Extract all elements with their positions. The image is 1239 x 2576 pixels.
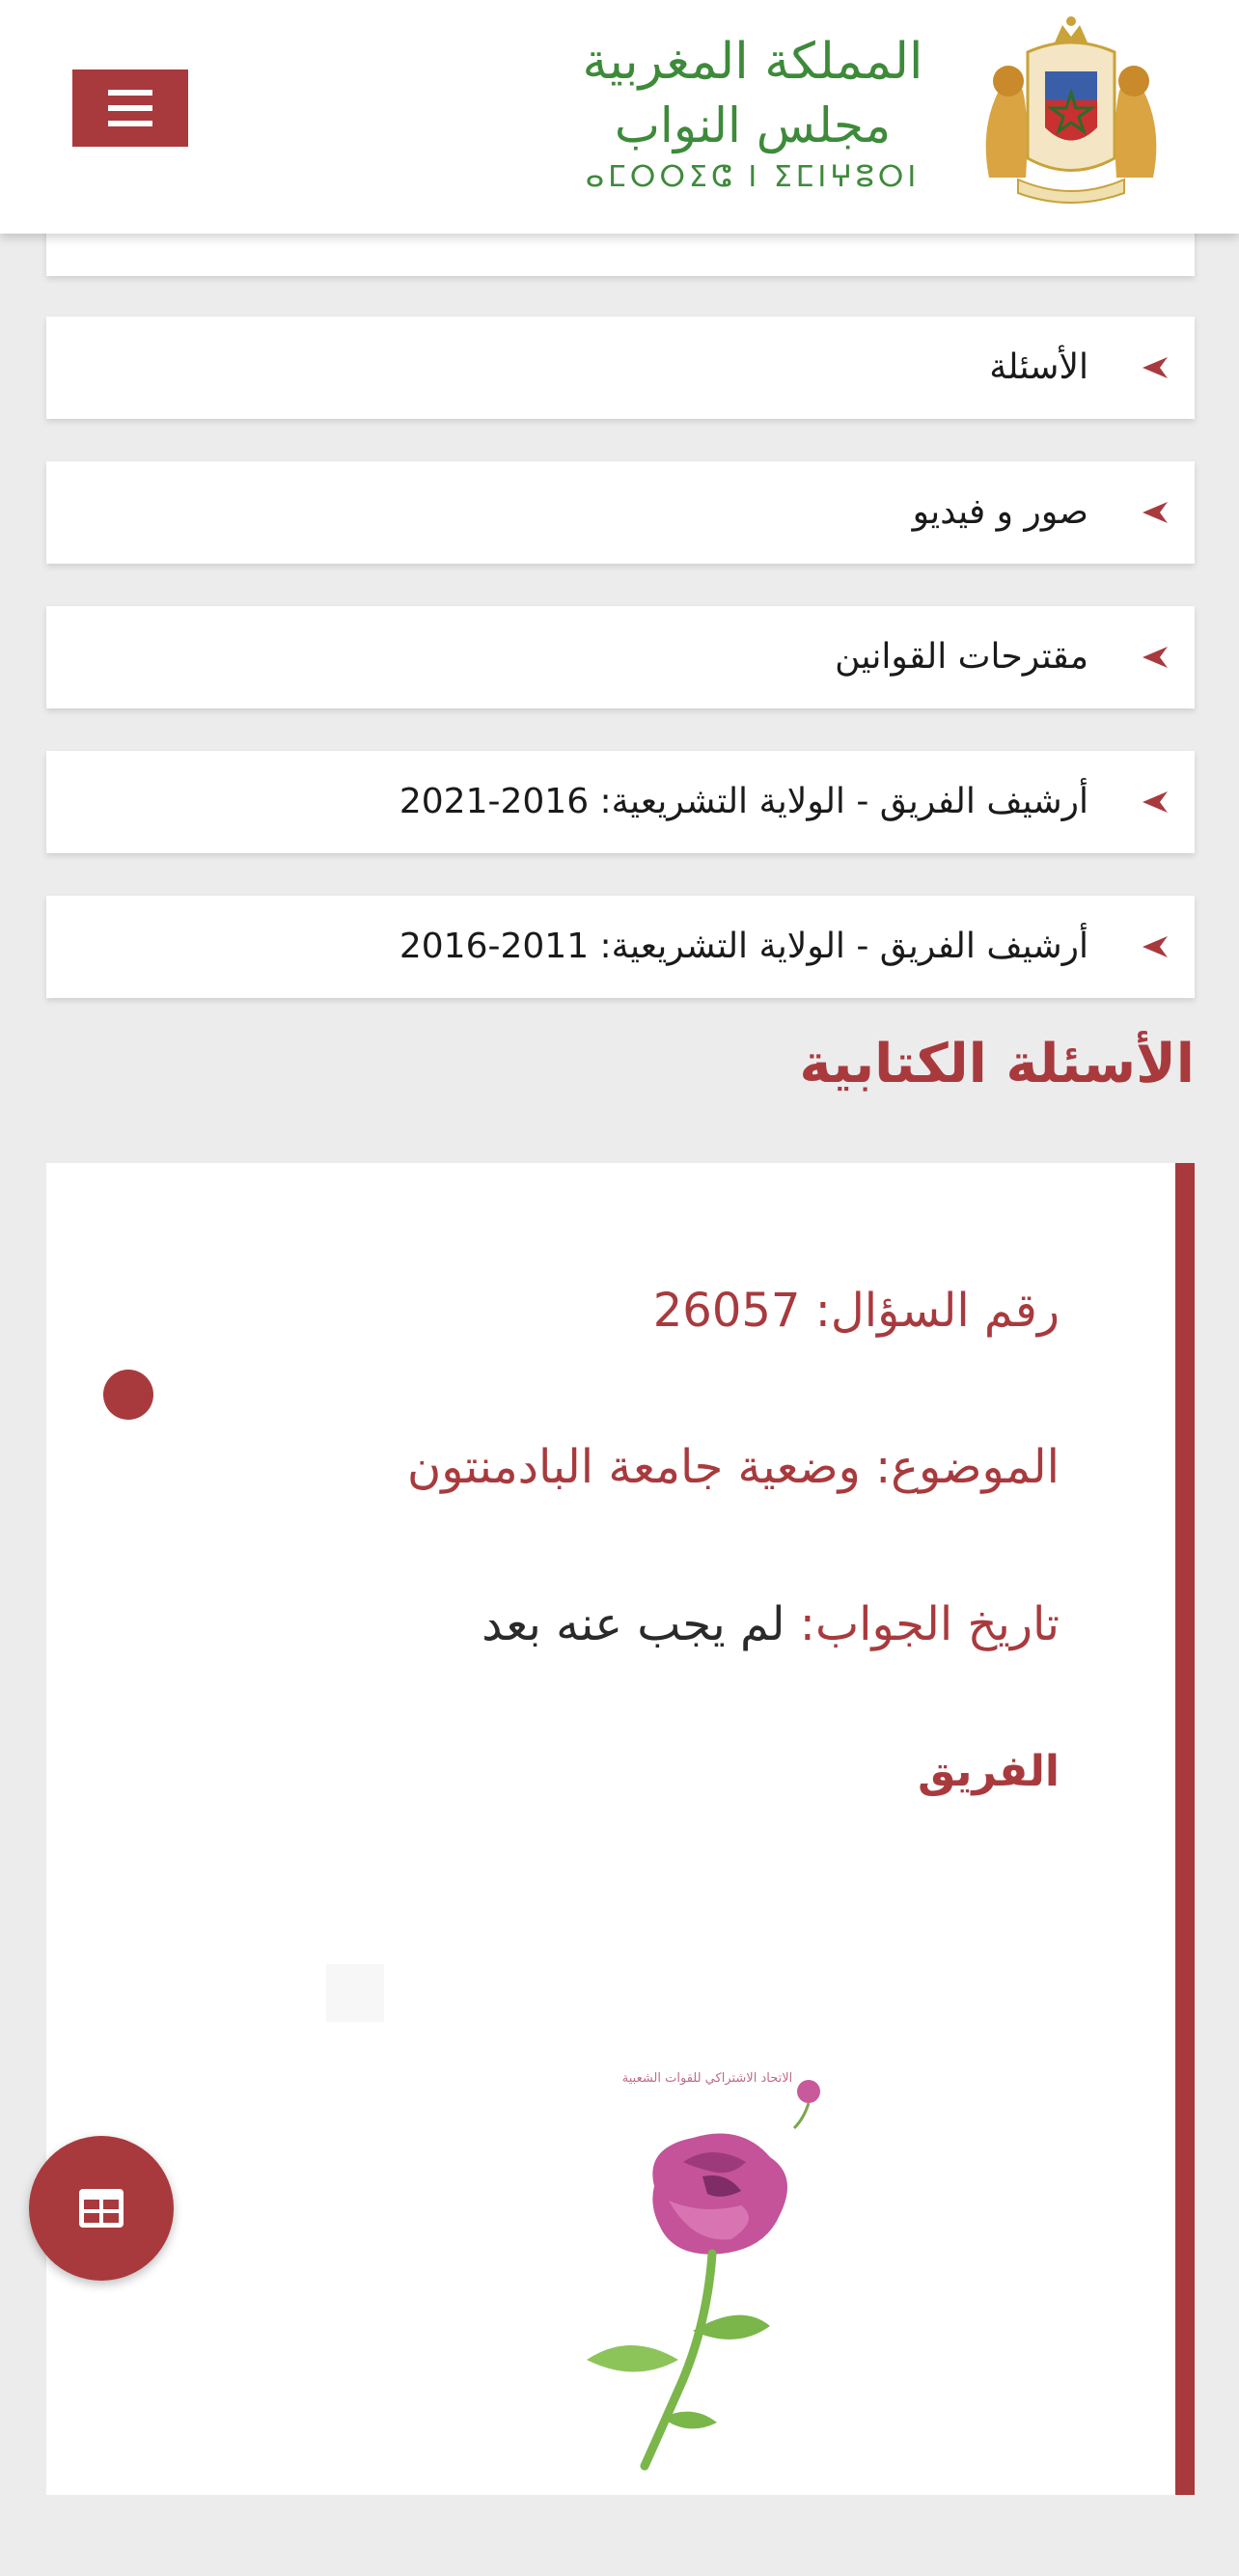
- table-view-button[interactable]: [29, 2136, 174, 2281]
- group-label: الفريق: [918, 1747, 1060, 1796]
- section-nav-list: [46, 317, 1195, 1040]
- nav-item-questions[interactable]: [46, 317, 1195, 419]
- site-header: [0, 0, 1239, 234]
- question-answer-date-row: [482, 1597, 1060, 1651]
- chevron-left-icon: [1143, 357, 1168, 378]
- hamburger-icon: [108, 90, 152, 126]
- nav-item-law-proposals[interactable]: [46, 606, 1195, 708]
- answer-date-label: تاريخ الجواب:: [799, 1597, 1060, 1651]
- chevron-left-icon: [1143, 791, 1168, 813]
- rose-icon: [548, 2070, 867, 2572]
- question-card[interactable]: [46, 1163, 1195, 2495]
- coat-of-arms-icon[interactable]: [970, 14, 1172, 207]
- nav-item-label: أرشيف الفريق - الولاية التشريعية: 2011-2016: [399, 927, 1088, 966]
- nav-item-label: صور و فيديو: [912, 492, 1088, 532]
- question-subject-label: الموضوع:: [875, 1440, 1060, 1494]
- logo-parliament-name: مجلس النواب: [614, 97, 892, 153]
- chevron-left-icon: [1143, 647, 1168, 668]
- question-number-label: رقم السؤال:: [814, 1284, 1060, 1338]
- question-subject-row: [407, 1440, 1060, 1494]
- chevron-left-icon: [1143, 502, 1168, 523]
- nav-item-photos-videos[interactable]: [46, 461, 1195, 564]
- section-title: الأسئلة الكتابية: [799, 1033, 1195, 1095]
- group-logo-caption: الاتحاد الاشتراكي للقوات الشعبية: [621, 2071, 793, 2086]
- menu-button[interactable]: [72, 69, 188, 147]
- nav-item-archive-2011-2016[interactable]: [46, 896, 1195, 998]
- nav-item-label: مقترحات القوانين: [835, 637, 1088, 677]
- logo-tifinagh-name: ⴰⵎⵔⵔⵉⵛ ⵏ ⵉⵎⵏⵖⵓⵔⵏ: [585, 160, 921, 194]
- question-subject-value: وضعية جامعة البادمنتون: [406, 1440, 861, 1494]
- answer-date-value: لم يجب عنه بعد: [482, 1597, 785, 1651]
- table-grid-icon: [79, 2189, 124, 2228]
- site-logo-text[interactable]: [579, 29, 926, 199]
- nav-item-label: الأسئلة: [989, 347, 1088, 387]
- nav-item-archive-2016-2021[interactable]: [46, 751, 1195, 853]
- logo-kingdom-name: المملكة المغربية: [582, 33, 923, 91]
- question-number-value: 26057: [652, 1284, 801, 1338]
- image-placeholder: [326, 1964, 384, 2022]
- card-accent-bar: [1175, 1163, 1195, 2495]
- nav-item-label: أرشيف الفريق - الولاية التشريعية: 2016-2021: [399, 782, 1088, 821]
- status-dot: [103, 1370, 153, 1420]
- question-number-row: [653, 1284, 1060, 1338]
- group-logo[interactable]: [548, 2070, 867, 2572]
- chevron-left-icon: [1143, 936, 1168, 957]
